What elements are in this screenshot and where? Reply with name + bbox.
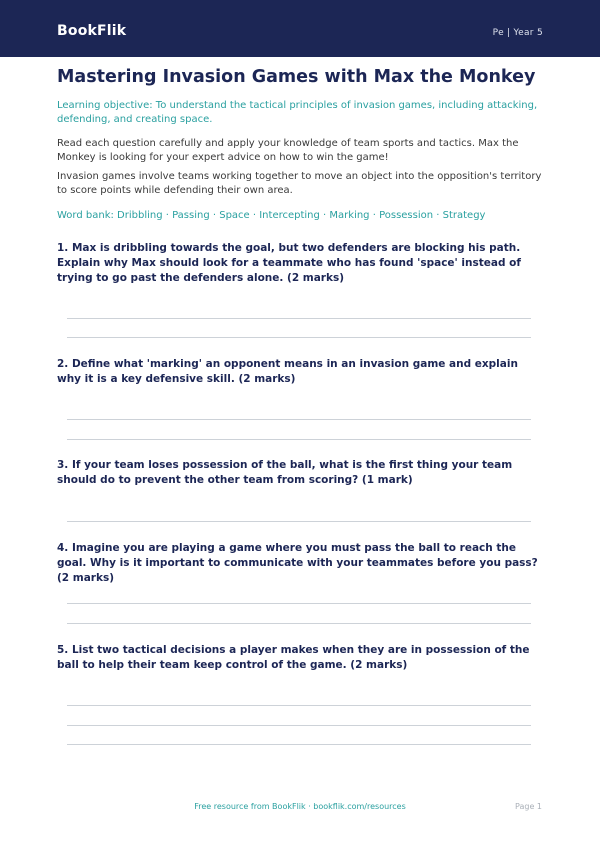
answer-line[interactable] — [67, 725, 531, 726]
page-number: Page 1 — [515, 802, 542, 811]
page-header — [0, 0, 600, 57]
answer-line[interactable] — [67, 337, 531, 338]
question-1: 1. Max is dribbling towards the goal, but two defenders are blocking his path. Explain why Max should look for a teammate who has found 'space' instead of trying to go past the defenders alone. (2 marks) — [57, 242, 521, 284]
answer-line[interactable] — [67, 439, 531, 440]
brand-logo-text: BookFlik — [57, 23, 127, 39]
question-3: 3. If your team loses possession of the ball, what is the first thing your team should do to prevent the other team from scoring? (1 mark) — [57, 459, 513, 486]
answer-line[interactable] — [67, 744, 531, 745]
question-5: 5. List two tactical decisions a player makes when they are in possession of the ball to help their team keep control of the game. (2 marks) — [57, 644, 530, 671]
answer-line[interactable] — [67, 318, 531, 319]
answer-line[interactable] — [67, 623, 531, 624]
subject-year-label: Pe | Year 5 — [492, 28, 543, 38]
question-2: 2. Define what 'marking' an opponent means in an invasion game and explain why it is a key defensive skill. (2 marks) — [57, 358, 518, 385]
intro-paragraph-1: Read each question carefully and apply your knowledge of team sports and tactics. Max the Monkey is looking for your expert advice on how to win the game! — [57, 138, 519, 163]
worksheet-title: Mastering Invasion Games with Max the Monkey — [57, 67, 536, 87]
footer-credit: Free resource from BookFlik · bookflik.com/resources — [194, 802, 406, 811]
learning-objective: Learning objective: To understand the tactical principles of invasion games, including attacking, defending, and creating space. — [57, 100, 538, 125]
answer-line[interactable] — [67, 419, 531, 420]
answer-line[interactable] — [67, 603, 531, 604]
word-bank: Word bank: Dribbling · Passing · Space · Intercepting · Marking · Possession · Strategy — [57, 210, 486, 221]
answer-line[interactable] — [67, 521, 531, 522]
intro-paragraph-2: Invasion games involve teams working together to move an object into the opposition's territory to score points while defending their own area. — [57, 171, 542, 196]
answer-line[interactable] — [67, 705, 531, 706]
question-4: 4. Imagine you are playing a game where you must pass the ball to reach the goal. Why is it important to communicate with your teammates before you pass? (2 marks) — [57, 542, 538, 584]
